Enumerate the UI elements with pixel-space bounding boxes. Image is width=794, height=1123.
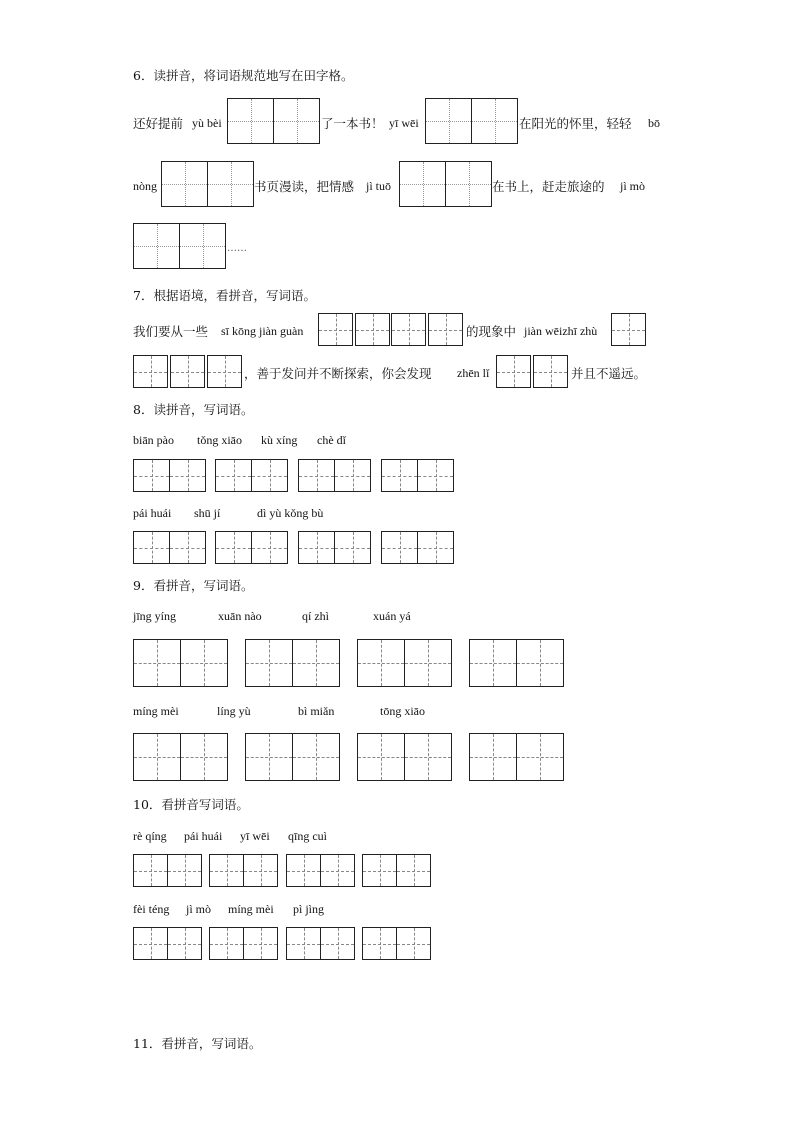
q6-text: 在书上，赶走旅途的: [492, 179, 605, 194]
q7-text: 并且不遥远。: [571, 366, 647, 381]
q8-pinyin: biān pào: [133, 433, 174, 447]
q8-writing-grid[interactable]: [381, 459, 454, 492]
q7-writing-grid[interactable]: [533, 355, 568, 388]
q6-writing-grid[interactable]: [161, 161, 254, 207]
q7-writing-grid[interactable]: [318, 313, 353, 346]
q10-pinyin: yī wēi: [240, 829, 270, 843]
q10-pinyin: jì mò: [186, 902, 212, 916]
q6-text: 了一本书！: [321, 116, 384, 131]
q6-text: 在阳光的怀里，轻轻: [519, 116, 632, 131]
q9-pinyin: tōng xiāo: [380, 704, 425, 718]
q10-writing-grid[interactable]: [209, 854, 278, 887]
q6-text: 还好提前: [133, 116, 184, 131]
q10-pinyin: qīng cuì: [288, 829, 327, 843]
q9-writing-grid[interactable]: [469, 639, 564, 687]
q6-pinyin: nòng: [133, 179, 157, 193]
q6-text: 书页漫读，把情感: [254, 179, 355, 194]
q10-pinyin: míng mèi: [228, 902, 274, 916]
q10-pinyin: rè qíng: [133, 829, 167, 843]
q10-pinyin: pì jìng: [293, 902, 325, 916]
q8-writing-grid[interactable]: [215, 459, 288, 492]
q8-pinyin: tǒng xiāo: [197, 433, 242, 447]
q8-writing-grid[interactable]: [215, 531, 288, 564]
q6-pinyin: yù bèi: [192, 116, 222, 130]
q7-pinyin: jiàn wēizhī zhù: [524, 324, 598, 338]
q8-writing-grid[interactable]: [381, 531, 454, 564]
q6-pinyin: jì tuō: [366, 179, 392, 193]
q9-writing-grid[interactable]: [245, 639, 340, 687]
q9-writing-grid[interactable]: [133, 733, 228, 781]
question-10-title: 10．看拼音写词语。: [133, 797, 249, 812]
q10-writing-grid[interactable]: [362, 927, 431, 960]
q10-pinyin: fèi téng: [133, 902, 170, 916]
question-9-title: 9．看拼音，写词语。: [133, 578, 254, 593]
q6-writing-grid[interactable]: [133, 223, 226, 269]
q10-pinyin: pái huái: [184, 829, 223, 843]
q8-pinyin: chè dǐ: [317, 433, 346, 447]
q8-writing-grid[interactable]: [298, 459, 371, 492]
q8-pinyin: kù xíng: [261, 433, 298, 447]
question-11-title: 11．看拼音，写词语。: [133, 1036, 262, 1051]
question-6-title: 6．读拼音，将词语规范地写在田字格。: [133, 68, 354, 83]
q9-pinyin: míng mèi: [133, 704, 179, 718]
q9-writing-grid[interactable]: [133, 639, 228, 687]
q8-writing-grid[interactable]: [133, 459, 206, 492]
q9-pinyin: líng yù: [217, 704, 251, 718]
q7-writing-grid[interactable]: [207, 355, 242, 388]
q10-writing-grid[interactable]: [133, 927, 202, 960]
q7-pinyin: sī kōng jiàn guàn: [221, 324, 304, 338]
q10-writing-grid[interactable]: [362, 854, 431, 887]
q9-writing-grid[interactable]: [357, 639, 452, 687]
q9-writing-grid[interactable]: [469, 733, 564, 781]
q7-writing-grid[interactable]: [170, 355, 205, 388]
q9-pinyin: bì miǎn: [298, 704, 335, 718]
q6-writing-grid[interactable]: [399, 161, 492, 207]
q10-writing-grid[interactable]: [209, 927, 278, 960]
q7-writing-grid[interactable]: [355, 313, 390, 346]
q8-writing-grid[interactable]: [298, 531, 371, 564]
q7-writing-grid[interactable]: [496, 355, 531, 388]
q10-writing-grid[interactable]: [286, 854, 355, 887]
q6-pinyin: jì mò: [620, 179, 646, 193]
q9-pinyin: xuán yá: [373, 609, 411, 623]
q9-pinyin: xuān nào: [218, 609, 262, 623]
q9-writing-grid[interactable]: [245, 733, 340, 781]
q10-writing-grid[interactable]: [133, 854, 202, 887]
q6-writing-grid[interactable]: [227, 98, 320, 144]
q7-writing-grid[interactable]: [428, 313, 463, 346]
q8-pinyin: shū jí: [194, 506, 221, 520]
q7-text: 我们要从一些: [133, 324, 209, 339]
q8-writing-grid[interactable]: [133, 531, 206, 564]
q9-pinyin: qí zhì: [302, 609, 329, 623]
q6-ellipsis: ……: [227, 243, 247, 254]
q6-pinyin: bō: [648, 116, 660, 130]
question-8-title: 8．读拼音，写词语。: [133, 402, 254, 417]
q7-writing-grid[interactable]: [611, 313, 646, 346]
q7-text: 的现象中: [466, 324, 517, 339]
q7-pinyin: zhēn lǐ: [457, 366, 490, 380]
q7-writing-grid[interactable]: [391, 313, 426, 346]
q10-writing-grid[interactable]: [286, 927, 355, 960]
q6-pinyin: yī wēi: [389, 116, 419, 130]
q8-pinyin: dì yù kǒng bù: [257, 506, 324, 520]
q9-writing-grid[interactable]: [357, 733, 452, 781]
q6-writing-grid[interactable]: [425, 98, 518, 144]
q7-writing-grid[interactable]: [133, 355, 168, 388]
q7-text: ，善于发问并不断探索，你会发现: [244, 366, 432, 381]
q9-pinyin: jīng yíng: [133, 609, 177, 623]
q8-pinyin: pái huái: [133, 506, 172, 520]
question-7-title: 7．根据语境，看拼音，写词语。: [133, 288, 316, 303]
